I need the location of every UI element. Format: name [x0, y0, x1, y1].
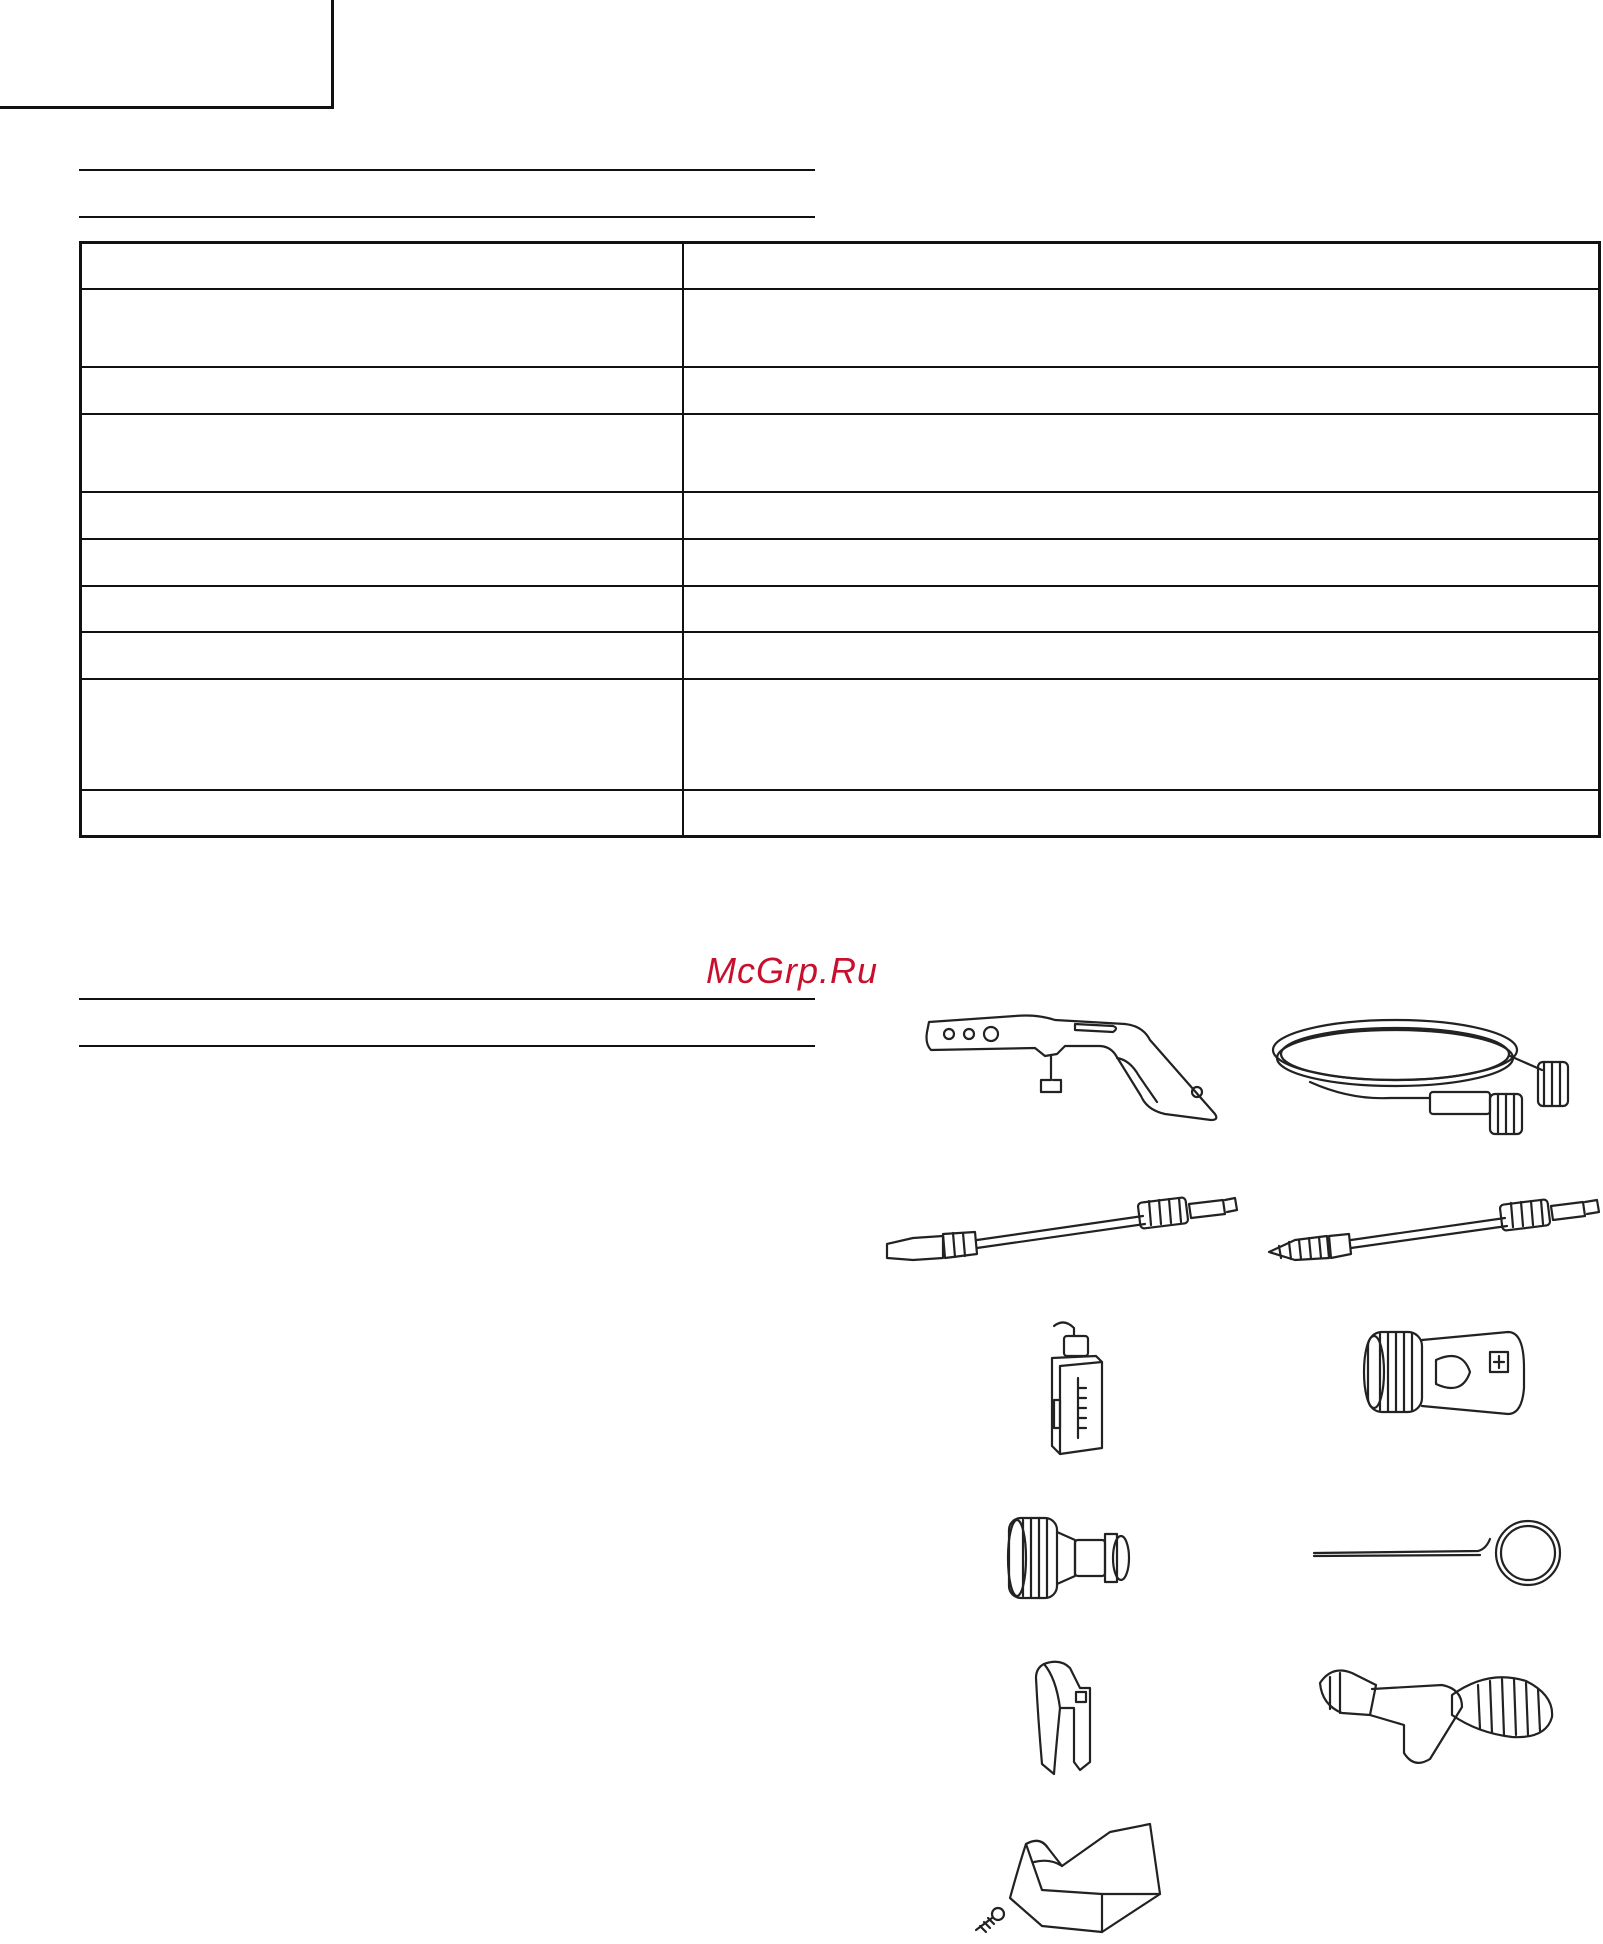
table-cell [683, 790, 1600, 837]
table-cell [683, 632, 1600, 679]
lance-holder-clip-icon [1030, 1658, 1110, 1778]
hose-coupling-icon [1358, 1318, 1528, 1428]
section-heading-rule-bottom [79, 216, 815, 218]
table-row [81, 679, 1600, 790]
table-cell [81, 289, 683, 367]
table-cell [683, 367, 1600, 414]
section-heading-rule-top [79, 169, 815, 171]
table-cell [683, 414, 1600, 492]
variable-nozzle-lance-icon [883, 1180, 1243, 1260]
watermark: McGrp.Ru [706, 950, 879, 991]
table-cell [81, 586, 683, 632]
table-cell [81, 679, 683, 790]
table-row [81, 632, 1600, 679]
table-row [81, 367, 1600, 414]
table-row [81, 539, 1600, 586]
table-cell [81, 492, 683, 539]
section-tab-box [0, 0, 334, 109]
table-cell [683, 679, 1600, 790]
table-row [81, 492, 1600, 539]
table-row [81, 414, 1600, 492]
hose-crank-handle-icon [1312, 1655, 1562, 1765]
rotary-nozzle-lance-icon [1265, 1180, 1603, 1260]
table-row [81, 289, 1600, 367]
table-cell [81, 414, 683, 492]
high-pressure-hose-icon [1270, 1012, 1600, 1137]
table-cell [683, 492, 1600, 539]
table-row [81, 586, 1600, 632]
table-cell [81, 367, 683, 414]
table-cell [81, 632, 683, 679]
tap-adapter-icon [1003, 1510, 1133, 1600]
table-cell [81, 539, 683, 586]
detergent-bottle-icon [1040, 1318, 1120, 1458]
table-cell [81, 790, 683, 837]
table-row [81, 243, 1600, 289]
table-row [81, 790, 1600, 837]
table-cell [683, 243, 1600, 289]
accessories-heading-rule-top [79, 998, 815, 1000]
spray-gun-icon [925, 1010, 1225, 1120]
hose-guide-bracket-icon [970, 1822, 1170, 1937]
table-cell [81, 243, 683, 289]
table-cell [683, 539, 1600, 586]
nozzle-cleaning-needle-icon [1310, 1515, 1570, 1590]
specifications-table [79, 241, 1601, 838]
table-cell [683, 586, 1600, 632]
accessories-heading-rule-bottom [79, 1045, 815, 1047]
table-cell [683, 289, 1600, 367]
